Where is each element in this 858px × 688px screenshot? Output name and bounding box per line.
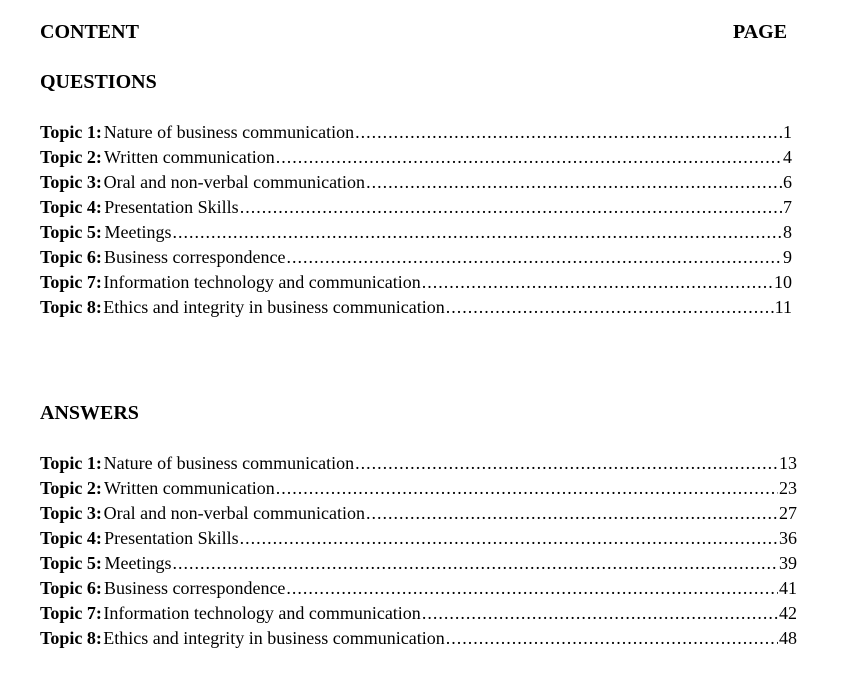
toc-title: Meetings [104,553,172,573]
toc-entry[interactable] [40,120,792,145]
toc-title: Presentation Skills [104,197,239,217]
questions-toc-list [40,120,792,320]
toc-entry[interactable] [40,270,792,295]
dot-leader [446,295,774,320]
dot-leader [366,170,782,195]
toc-entry[interactable] [40,551,797,576]
toc-title: Written communication [104,147,275,167]
toc-topic-label: Topic 2: [40,147,102,167]
toc-title: Business correspondence [103,578,286,598]
toc-topic-label: Topic 3: [40,172,102,192]
toc-title: Presentation Skills [104,528,239,548]
answers-toc-list [40,451,797,651]
toc-entry[interactable] [40,170,792,195]
toc-entry[interactable] [40,220,792,245]
dot-leader [276,145,782,170]
toc-topic-label: Topic 6: [40,578,102,598]
toc-topic-label: Topic 2: [40,478,102,498]
toc-entry[interactable] [40,451,797,476]
toc-entry[interactable] [40,601,797,626]
toc-page-number: 13 [779,453,797,473]
toc-entry[interactable] [40,526,797,551]
toc-topic-label: Topic 4: [40,528,102,548]
dot-leader [240,195,782,220]
content-header: CONTENT [40,21,139,43]
toc-entry[interactable] [40,476,797,501]
dot-leader [422,601,778,626]
toc-title: Meetings [104,222,172,242]
dot-leader [240,526,778,551]
toc-topic-label: Topic 5: [40,553,102,573]
toc-title: Information technology and communication [103,272,421,292]
dot-leader [172,220,782,245]
toc-title: Nature of business communication [103,122,355,142]
toc-entry[interactable] [40,145,792,170]
toc-entry[interactable] [40,626,797,651]
toc-topic-label: Topic 6: [40,247,102,267]
toc-page-number: 48 [779,628,797,648]
toc-topic-label: Topic 1: [40,122,102,142]
toc-title: Ethics and integrity in business communication [103,628,445,648]
toc-topic-label: Topic 4: [40,197,102,217]
toc-topic-label: Topic 3: [40,503,102,523]
toc-page-number: 41 [779,578,797,598]
toc-entry[interactable] [40,501,797,526]
toc-page-number: 23 [779,478,797,498]
dot-leader [286,576,778,601]
dot-leader [355,120,782,145]
dot-leader [422,270,773,295]
toc-title: Information technology and communication [103,603,421,623]
toc-title: Ethics and integrity in business communication [103,297,445,317]
dot-leader [172,551,778,576]
dot-leader [366,501,778,526]
page-header: PAGE [733,21,788,43]
toc-page-number: 1 [783,122,792,142]
toc-title: Oral and non-verbal communication [103,172,366,192]
toc-topic-label: Topic 5: [40,222,102,242]
toc-entry[interactable] [40,245,792,270]
toc-topic-label: Topic 7: [40,272,102,292]
toc-page-number: 8 [783,222,792,242]
dot-leader [276,476,778,501]
toc-page-number: 11 [774,297,792,317]
dot-leader [286,245,782,270]
answers-heading: ANSWERS [40,402,139,424]
toc-page-number: 10 [774,272,792,292]
toc-entry[interactable] [40,576,797,601]
toc-page-number: 42 [779,603,797,623]
toc-topic-label: Topic 7: [40,603,102,623]
dot-leader [355,451,778,476]
dot-leader [446,626,778,651]
toc-page-number: 39 [779,553,797,573]
toc-page-number: 27 [779,503,797,523]
questions-heading: QUESTIONS [40,71,157,93]
toc-title: Oral and non-verbal communication [103,503,366,523]
toc-topic-label: Topic 8: [40,297,102,317]
toc-entry[interactable] [40,195,792,220]
toc-entry[interactable] [40,295,792,320]
toc-page-number: 6 [783,172,792,192]
toc-topic-label: Topic 8: [40,628,102,648]
toc-topic-label: Topic 1: [40,453,102,473]
toc-title: Business correspondence [103,247,286,267]
toc-page-number: 4 [783,147,792,167]
toc-title: Nature of business communication [103,453,355,473]
toc-title: Written communication [104,478,275,498]
toc-page-number: 9 [783,247,792,267]
toc-page-number: 36 [779,528,797,548]
toc-page-number: 7 [783,197,792,217]
